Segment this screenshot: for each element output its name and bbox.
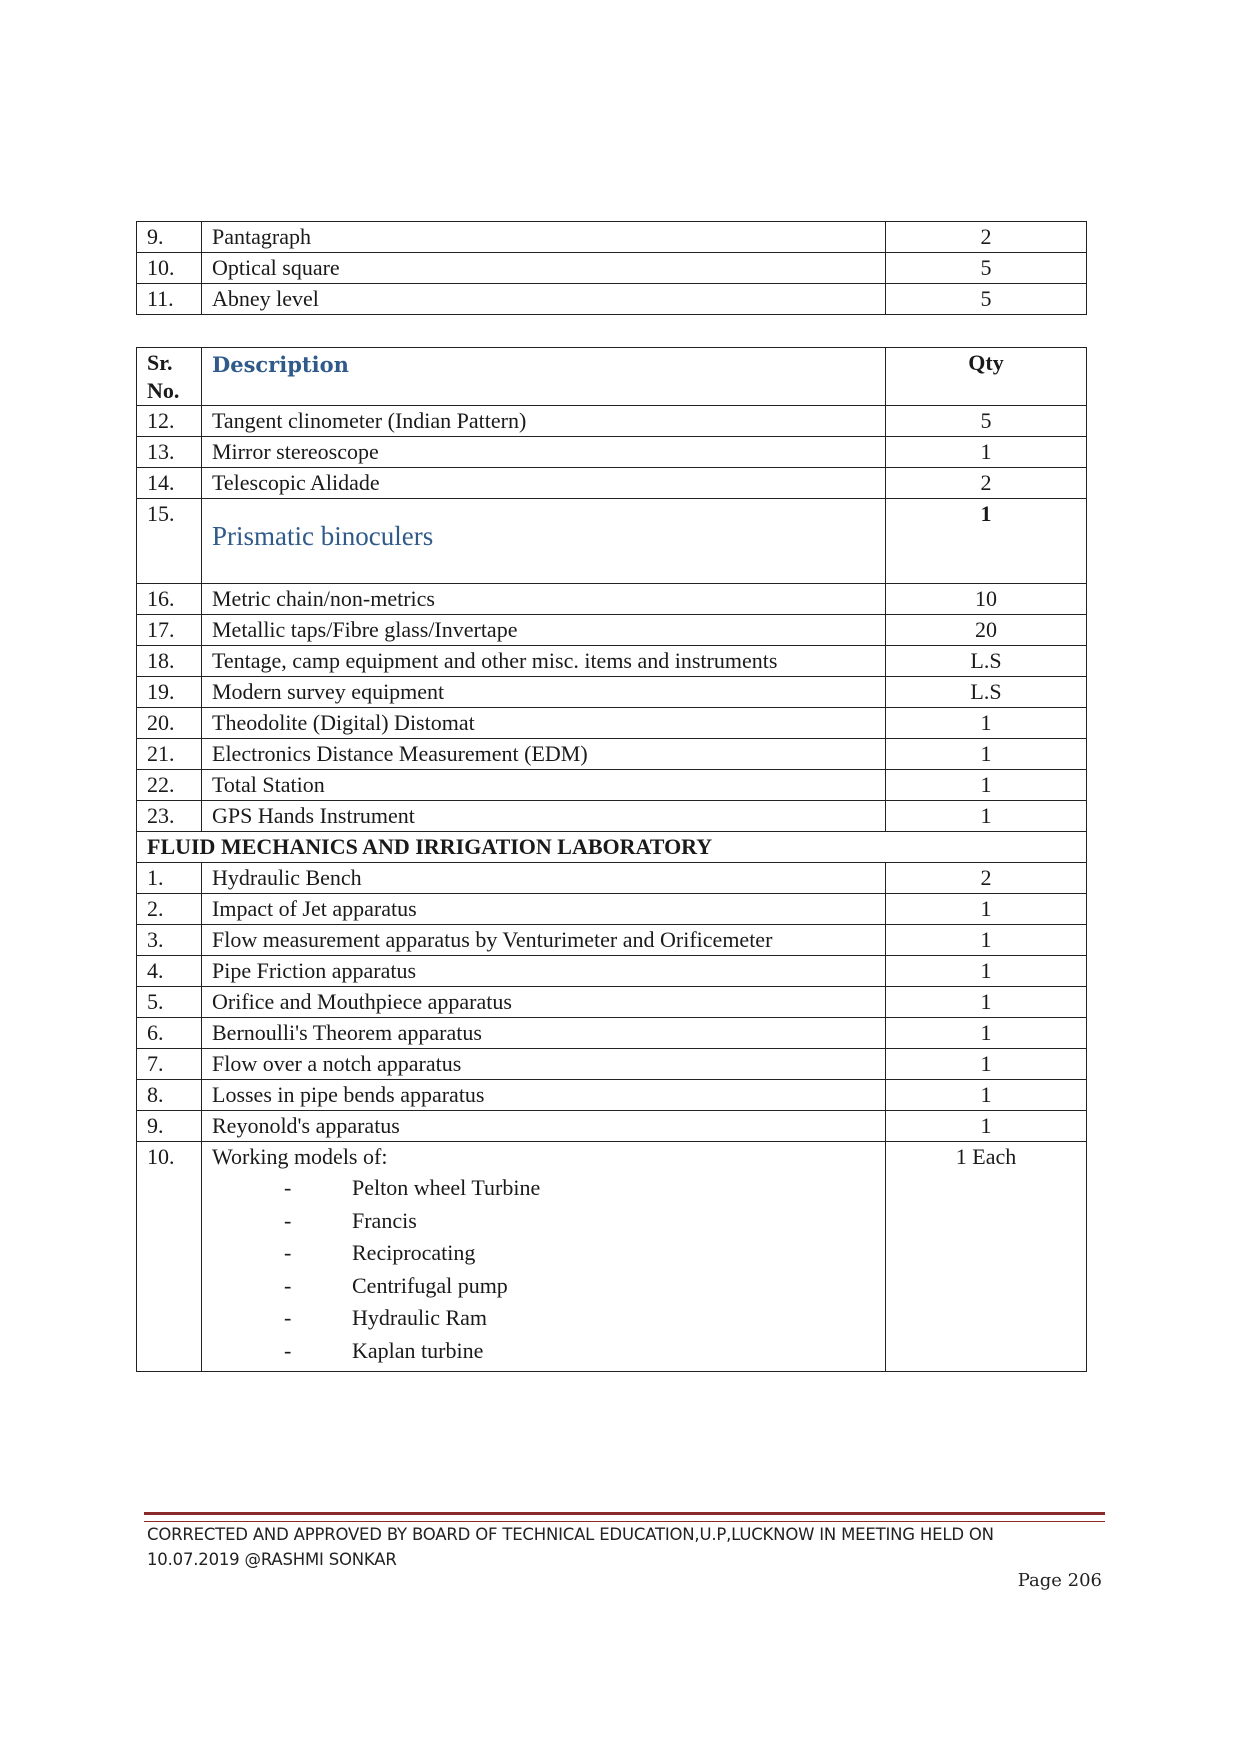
row-description: Impact of Jet apparatus [202, 894, 886, 925]
row-description: Flow over a notch apparatus [202, 1049, 886, 1080]
row-description: Metric chain/non-metrics [202, 584, 886, 615]
row-qty: 1 [886, 1018, 1087, 1049]
row-sr: 17. [137, 615, 202, 646]
table-row [137, 894, 1087, 925]
row-qty: 5 [886, 253, 1087, 284]
row-sr: 19. [137, 677, 202, 708]
row-qty: 2 [886, 468, 1087, 499]
row-sr: 6. [137, 1018, 202, 1049]
row-description: Optical square [202, 253, 886, 284]
row-sr: 22. [137, 770, 202, 801]
table-row [137, 1142, 1087, 1372]
row-sr: 9. [137, 1111, 202, 1142]
table-row [137, 584, 1087, 615]
row-description: Metallic taps/Fibre glass/Invertape [202, 615, 886, 646]
row-description: Tangent clinometer (Indian Pattern) [202, 406, 886, 437]
list-item-label: Centrifugal pump [352, 1272, 508, 1298]
row-description: Pipe Friction apparatus [202, 956, 886, 987]
table-row [137, 770, 1087, 801]
row-description: Bernoulli's Theorem apparatus [202, 1018, 886, 1049]
row-qty: 5 [886, 406, 1087, 437]
row-description: Telescopic Alidade [202, 468, 886, 499]
row-sr: 11. [137, 284, 202, 315]
table-row [137, 1111, 1087, 1142]
table-row [137, 615, 1087, 646]
row-qty: L.S [886, 646, 1087, 677]
row-sr: 8. [137, 1080, 202, 1111]
table-row [137, 925, 1087, 956]
row-sr: 20. [137, 708, 202, 739]
list-item [212, 1270, 875, 1303]
row-qty: 1 [886, 708, 1087, 739]
list-item [212, 1335, 875, 1368]
table-row [137, 406, 1087, 437]
row-qty: 2 [886, 863, 1087, 894]
row-sr: 14. [137, 468, 202, 499]
footer-text [147, 1522, 1107, 1572]
row-qty: L.S [886, 677, 1087, 708]
row-description: Hydraulic Bench [202, 863, 886, 894]
row-sr: 15. [137, 499, 202, 584]
row-sr: 13. [137, 437, 202, 468]
row-qty: 10 [886, 584, 1087, 615]
footer-divider [144, 1512, 1105, 1522]
row-description: Reyonold's apparatus [202, 1111, 886, 1142]
row-qty: 1 [886, 801, 1087, 832]
row-qty: 1 [886, 1111, 1087, 1142]
survey-rows-b [137, 584, 1087, 832]
row-sr: 5. [137, 987, 202, 1018]
row-description: Orifice and Mouthpiece apparatus [202, 987, 886, 1018]
prismatic-binoculers-label: Prismatic binoculers [212, 521, 434, 551]
row-qty: 1 [886, 956, 1087, 987]
header-sr-no: Sr. No. [137, 348, 202, 406]
footer-line-2: 10.07.2019 @RASHMI SONKAR [147, 1550, 397, 1569]
list-item-label: Kaplan turbine [352, 1337, 484, 1363]
dash-bullet: - [284, 1272, 292, 1298]
row-description [202, 499, 886, 584]
table-row [137, 677, 1087, 708]
row-sr: 21. [137, 739, 202, 770]
table-row [137, 499, 1087, 584]
row-description [202, 1142, 886, 1372]
header-qty: Qty [886, 348, 1087, 406]
header-description: Description [202, 348, 886, 406]
table-row [137, 708, 1087, 739]
table-header-row [137, 348, 1087, 406]
row-sr: 10. [137, 253, 202, 284]
table-row [137, 1049, 1087, 1080]
table-row [137, 801, 1087, 832]
list-item-label: Francis [352, 1207, 417, 1233]
fluid-rows [137, 863, 1087, 1142]
row-description: Modern survey equipment [202, 677, 886, 708]
row-sr: 7. [137, 1049, 202, 1080]
working-models-list [212, 1172, 875, 1367]
table-row [137, 1018, 1087, 1049]
section-heading-row [137, 832, 1087, 863]
row-description: Electronics Distance Measurement (EDM) [202, 739, 886, 770]
row-qty: 1 [886, 437, 1087, 468]
row-10-group [137, 1142, 1087, 1372]
dash-bullet: - [284, 1305, 292, 1330]
row-description: Tentage, camp equipment and other misc. items and instruments [202, 646, 886, 677]
section-group [137, 832, 1087, 863]
row-description: GPS Hands Instrument [202, 801, 886, 832]
row-qty: 1 [886, 770, 1087, 801]
list-item [212, 1302, 875, 1335]
row-qty: 1 [886, 499, 1087, 584]
row-sr: 16. [137, 584, 202, 615]
table-row [137, 987, 1087, 1018]
row-sr: 2. [137, 894, 202, 925]
table-row [137, 222, 1087, 253]
working-models-label: Working models of: [212, 1144, 388, 1169]
list-item [212, 1205, 875, 1238]
table-row [137, 468, 1087, 499]
page-number: Page 206 [1017, 1570, 1102, 1591]
table-row [137, 437, 1087, 468]
row-sr: 1. [137, 863, 202, 894]
table-row [137, 863, 1087, 894]
row-sr: 18. [137, 646, 202, 677]
dash-bullet: - [284, 1207, 292, 1233]
table-row [137, 739, 1087, 770]
row-15-group [137, 499, 1087, 584]
list-item-label: Reciprocating [352, 1240, 476, 1265]
row-qty: 5 [886, 284, 1087, 315]
row-qty: 1 [886, 894, 1087, 925]
row-qty: 1 [886, 1080, 1087, 1111]
row-qty: 1 [886, 987, 1087, 1018]
equipment-table [136, 347, 1087, 1372]
equipment-table-continued [136, 221, 1087, 315]
list-item [212, 1237, 875, 1270]
row-qty: 2 [886, 222, 1087, 253]
table-row [137, 253, 1087, 284]
dash-bullet: - [284, 1337, 292, 1363]
table-body [137, 348, 1087, 406]
list-item [212, 1172, 875, 1205]
list-item-label: Pelton wheel Turbine [352, 1175, 541, 1200]
survey-rows-a [137, 406, 1087, 499]
row-description: Losses in pipe bends apparatus [202, 1080, 886, 1111]
row-description: Theodolite (Digital) Distomat [202, 708, 886, 739]
row-qty: 1 [886, 925, 1087, 956]
row-sr: 9. [137, 222, 202, 253]
row-description: Abney level [202, 284, 886, 315]
section-title: FLUID MECHANICS AND IRRIGATION LABORATORY [137, 832, 1087, 863]
row-qty: 1 [886, 739, 1087, 770]
row-qty: 20 [886, 615, 1087, 646]
dash-bullet: - [284, 1175, 292, 1200]
table-row [137, 646, 1087, 677]
table-row [137, 956, 1087, 987]
table-row [137, 1080, 1087, 1111]
row-description: Mirror stereoscope [202, 437, 886, 468]
dash-bullet: - [284, 1240, 292, 1265]
row-description: Flow measurement apparatus by Venturimeter and Orificemeter [202, 925, 886, 956]
row-sr: 4. [137, 956, 202, 987]
table-row [137, 284, 1087, 315]
table-body [137, 222, 1087, 315]
row-sr: 23. [137, 801, 202, 832]
row-qty: 1 Each [886, 1142, 1087, 1372]
row-description: Total Station [202, 770, 886, 801]
row-description: Pantagraph [202, 222, 886, 253]
row-qty: 1 [886, 1049, 1087, 1080]
row-sr: 3. [137, 925, 202, 956]
row-sr: 12. [137, 406, 202, 437]
footer-line-1: CORRECTED AND APPROVED BY BOARD OF TECHNICAL EDUCATION,U.P,LUCKNOW IN MEETING HELD ON [147, 1525, 994, 1544]
row-sr: 10. [137, 1142, 202, 1372]
list-item-label: Hydraulic Ram [352, 1305, 488, 1330]
